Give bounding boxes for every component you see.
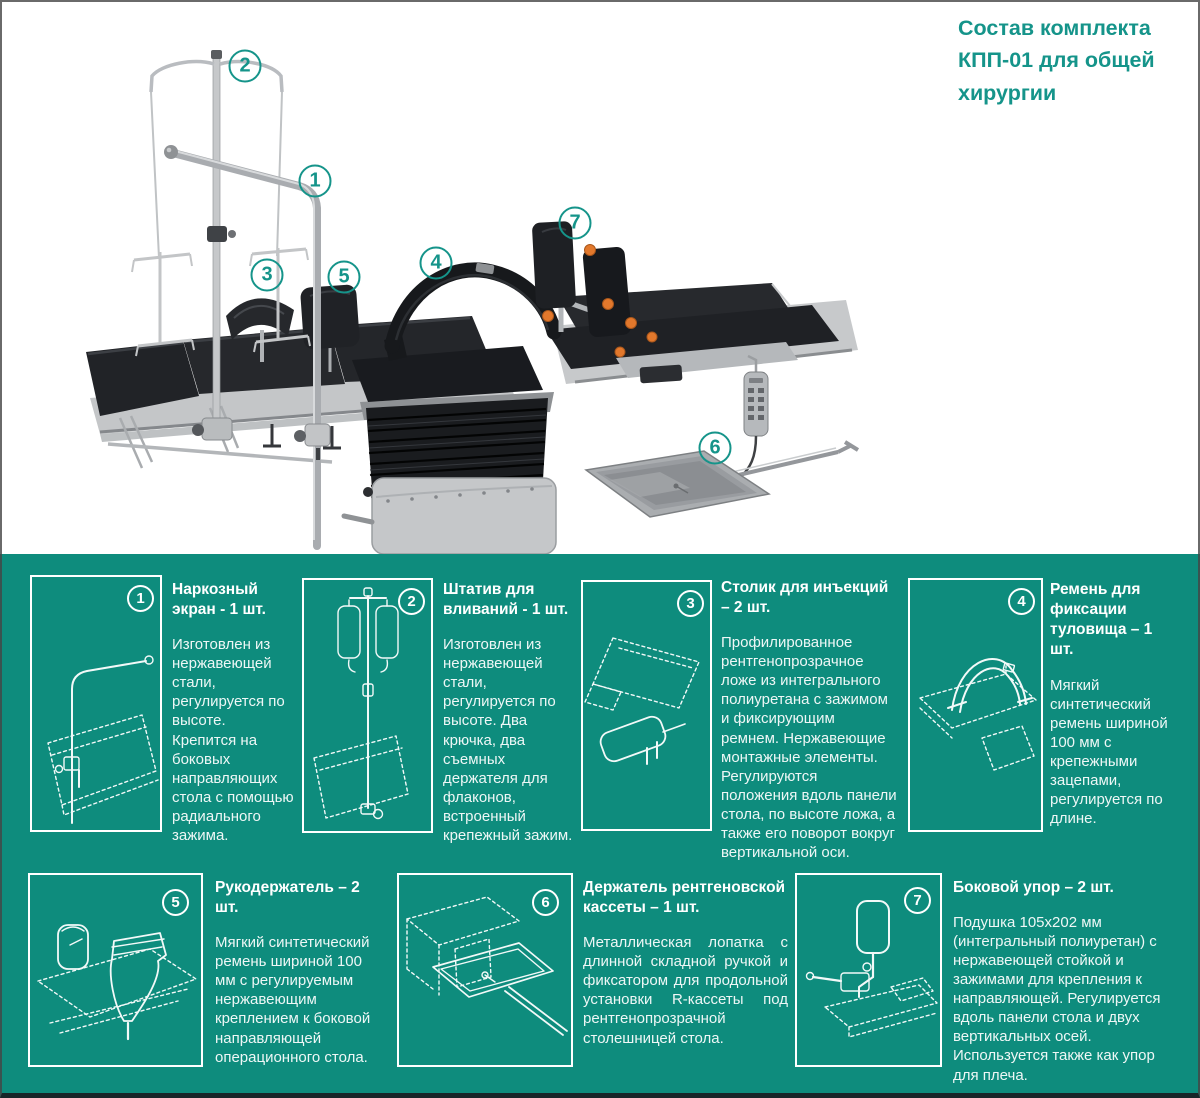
- item-description: Профилированное рентгенопрозрачное ложе из интегрального полиуретана с зажимом и фиксирующим ремнем. Нержавеющие монтажные элементы. Регулируются положения вдоль панели стола, по высоте ложа, а также его поворот вокруг вертикальной оси.: [721, 634, 897, 861]
- item-number: 7: [913, 892, 922, 909]
- callout-1: [299, 165, 332, 198]
- item-title: Боковой упор – 2 шт.: [953, 879, 1114, 896]
- remote-control: [740, 356, 768, 478]
- item-description: Мягкий синтетический ремень шириной 100 мм с регулируемым нержавеющим креплением к боковой направляющей операционного стола.: [215, 934, 371, 1066]
- thumbnail-box: [795, 873, 942, 1067]
- item-number-badge: [904, 887, 931, 914]
- callout-7: [559, 207, 592, 240]
- item-title: Наркозный экран - 1 шт.: [172, 581, 266, 619]
- item-title: Штатив для вливаний - 1 шт.: [443, 581, 569, 619]
- item-description: Металлическая лопатка с длинной складной ручкой и фиксатором для продольной установки R-кассеты под рентгенопрозрачной столешницей стола.: [583, 934, 788, 1047]
- callout-6: [699, 432, 732, 465]
- item-number: 2: [407, 593, 416, 610]
- item-number: 5: [171, 894, 180, 911]
- table-base: [344, 478, 556, 554]
- page-title: Состав комплекта КПП-01 для общей хирургии: [958, 16, 1155, 105]
- item-number: 1: [136, 590, 145, 607]
- item-title: Ремень для фиксации туловища – 1 шт.: [1050, 581, 1153, 659]
- item-number: 3: [686, 595, 695, 612]
- callout-number: 6: [709, 436, 721, 459]
- kit-section: [0, 554, 1200, 1098]
- item-number: 6: [541, 894, 550, 911]
- item-description: Изготовлен из нержавеющей стали, регулируется по высоте. Два крючка, два съемных держателя для флаконов, встроенный крепежный зажим.: [443, 636, 573, 844]
- item-title: Столик для инъекций – 2 шт.: [721, 579, 889, 617]
- callout-number: 7: [569, 211, 581, 234]
- callout-number: 2: [239, 54, 251, 77]
- item-title: Держатель рентгеновской кассеты – 1 шт.: [583, 879, 786, 917]
- item-description: Мягкий синтетический ремень шириной 100 мм с крепежными зацепами, регулируется по длине.: [1050, 676, 1168, 827]
- item-title: Рукодержатель – 2 шт.: [215, 879, 360, 917]
- callout-number: 4: [430, 251, 442, 274]
- item-description: Подушка 105х202 мм (интегральный полиуретан) с нержавеющей стойкой и зажимами для крепления к направляющей. Регулируется вдоль панели стола и двух вертикальных осей. Используется также как упор для плеча.: [953, 914, 1161, 1084]
- kit-item-7: [0, 554, 1200, 1098]
- callout-number: 1: [309, 169, 321, 192]
- callout-2: [229, 50, 262, 83]
- callout-4: [420, 247, 453, 280]
- callout-5: [328, 261, 361, 294]
- callout-number: 3: [261, 263, 273, 286]
- item-description: Изготовлен из нержавеющей стали, регулируется по высоте. Крепится на боковых направляющих стола с помощью радиального зажима.: [172, 636, 294, 844]
- callout-number: 5: [338, 265, 350, 288]
- item-number: 4: [1017, 593, 1026, 610]
- callout-3: [251, 259, 284, 292]
